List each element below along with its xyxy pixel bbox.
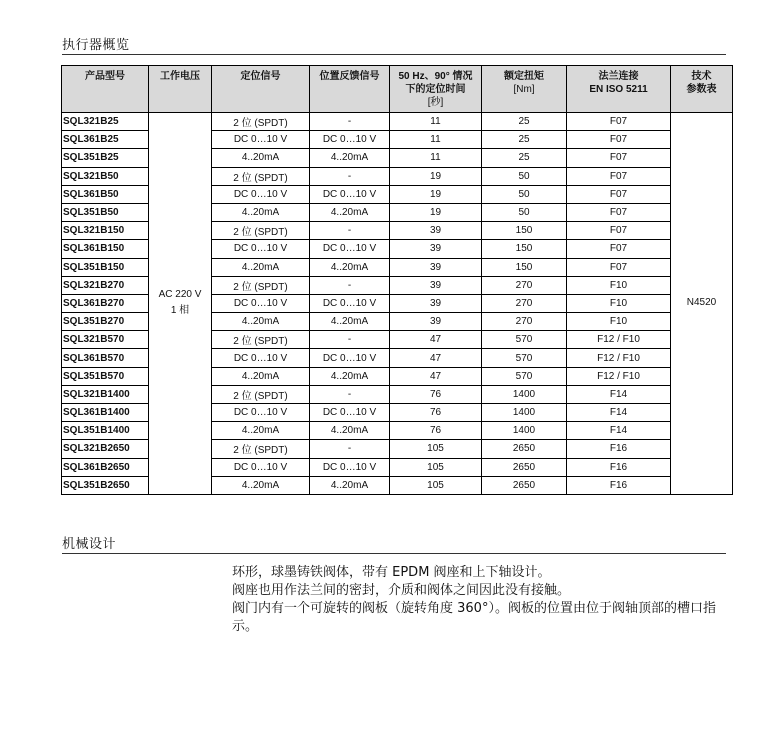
cell-model: SQL321B570 [62,331,149,349]
cell-model: SQL351B270 [62,313,149,331]
cell-model: SQL361B50 [62,185,149,203]
cell-flange: F07 [567,258,671,276]
cell-positioning-signal: 2 位 (SPDT) [212,440,310,458]
cell-positioning-time: 39 [390,258,482,276]
cell-flange: F07 [567,131,671,149]
cell-positioning-signal: 4..20mA [212,313,310,331]
cell-positioning-time: 76 [390,422,482,440]
cell-model: SQL351B2650 [62,476,149,494]
cell-feedback-signal: 4..20mA [310,258,390,276]
design-line-2: 阀座也用作法兰间的密封，介质和阀体之间因此没有接触。 [232,583,571,598]
cell-flange: F10 [567,294,671,312]
cell-feedback-signal: DC 0…10 V [310,404,390,422]
cell-model: SQL361B570 [62,349,149,367]
cell-rated-torque: 150 [482,240,567,258]
design-line-3: 阀门内有一个可旋转的阀板（旋转角度 360°）。阀板的位置由位于阀轴顶部的槽口指示。 [232,601,716,634]
cell-feedback-signal: 4..20mA [310,476,390,494]
cell-model: SQL351B570 [62,367,149,385]
cell-positioning-signal: 2 位 (SPDT) [212,167,310,185]
cell-positioning-time: 19 [390,203,482,221]
cell-positioning-time: 39 [390,240,482,258]
cell-datasheet: N4520 [671,113,733,495]
table-row [62,113,733,131]
cell-positioning-signal: 2 位 (SPDT) [212,276,310,294]
overview-section-title: 执行器概览 [62,38,130,53]
cell-positioning-time: 39 [390,294,482,312]
cell-positioning-signal: DC 0…10 V [212,349,310,367]
cell-model: SQL321B270 [62,276,149,294]
cell-feedback-signal: - [310,222,390,240]
cell-positioning-signal: 2 位 (SPDT) [212,331,310,349]
header-model: 产品型号 [62,66,149,113]
cell-flange: F12 / F10 [567,331,671,349]
cell-positioning-time: 105 [390,440,482,458]
cell-flange: F12 / F10 [567,367,671,385]
cell-flange: F16 [567,440,671,458]
cell-rated-torque: 150 [482,222,567,240]
cell-flange: F07 [567,185,671,203]
cell-positioning-time: 19 [390,167,482,185]
design-description [232,564,732,636]
cell-feedback-signal: 4..20mA [310,422,390,440]
overview-divider [62,54,726,55]
cell-positioning-time: 11 [390,113,482,131]
cell-positioning-time: 105 [390,476,482,494]
cell-rated-torque: 25 [482,149,567,167]
cell-feedback-signal: 4..20mA [310,149,390,167]
cell-feedback-signal: DC 0…10 V [310,349,390,367]
header-rated-torque: 额定扭矩 [Nm] [482,66,567,113]
cell-feedback-signal: - [310,331,390,349]
cell-feedback-signal: - [310,385,390,403]
cell-feedback-signal: DC 0…10 V [310,131,390,149]
cell-flange: F07 [567,222,671,240]
cell-voltage [149,113,212,495]
cell-flange: F16 [567,476,671,494]
cell-model: SQL351B150 [62,258,149,276]
cell-model: SQL361B25 [62,131,149,149]
cell-rated-torque: 2650 [482,440,567,458]
cell-positioning-time: 76 [390,404,482,422]
cell-feedback-signal: DC 0…10 V [310,240,390,258]
cell-feedback-signal: DC 0…10 V [310,458,390,476]
cell-rated-torque: 1400 [482,404,567,422]
cell-positioning-time: 105 [390,458,482,476]
cell-positioning-signal: 4..20mA [212,149,310,167]
cell-rated-torque: 25 [482,131,567,149]
header-voltage: 工作电压 [149,66,212,113]
cell-positioning-time: 39 [390,276,482,294]
cell-rated-torque: 1400 [482,422,567,440]
cell-model: SQL351B1400 [62,422,149,440]
cell-model: SQL361B150 [62,240,149,258]
actuator-overview-table [61,65,733,495]
cell-rated-torque: 270 [482,294,567,312]
cell-positioning-time: 47 [390,331,482,349]
cell-positioning-time: 11 [390,149,482,167]
table-header-row [62,66,733,113]
voltage-value: AC 220 V [158,289,202,301]
cell-feedback-signal: 4..20mA [310,313,390,331]
cell-feedback-signal: DC 0…10 V [310,294,390,312]
cell-positioning-time: 19 [390,185,482,203]
cell-positioning-signal: 4..20mA [212,258,310,276]
cell-flange: F14 [567,404,671,422]
cell-flange: F12 / F10 [567,349,671,367]
cell-feedback-signal: - [310,276,390,294]
cell-flange: F10 [567,313,671,331]
cell-feedback-signal: 4..20mA [310,367,390,385]
cell-positioning-time: 47 [390,367,482,385]
cell-positioning-time: 39 [390,222,482,240]
cell-feedback-signal: - [310,440,390,458]
cell-positioning-time: 76 [390,385,482,403]
cell-positioning-signal: DC 0…10 V [212,404,310,422]
cell-rated-torque: 50 [482,203,567,221]
cell-model: SQL361B270 [62,294,149,312]
design-divider [62,553,726,554]
cell-feedback-signal: DC 0…10 V [310,185,390,203]
cell-positioning-time: 47 [390,349,482,367]
cell-flange: F07 [567,113,671,131]
voltage-phase: 1 相 [170,305,190,317]
header-positioning-time: 50 Hz、90° 情况 下的定位时间 [秒] [390,66,482,113]
cell-rated-torque: 570 [482,349,567,367]
header-feedback-signal: 位置反馈信号 [310,66,390,113]
cell-model: SQL361B2650 [62,458,149,476]
cell-positioning-signal: DC 0…10 V [212,185,310,203]
cell-model: SQL351B25 [62,149,149,167]
cell-flange: F14 [567,385,671,403]
cell-model: SQL321B1400 [62,385,149,403]
cell-positioning-signal: 2 位 (SPDT) [212,222,310,240]
cell-positioning-signal: 2 位 (SPDT) [212,113,310,131]
cell-positioning-signal: 2 位 (SPDT) [212,385,310,403]
cell-rated-torque: 1400 [482,385,567,403]
cell-flange: F10 [567,276,671,294]
cell-feedback-signal: - [310,167,390,185]
cell-positioning-signal: DC 0…10 V [212,458,310,476]
cell-rated-torque: 50 [482,167,567,185]
cell-positioning-time: 11 [390,131,482,149]
cell-rated-torque: 570 [482,367,567,385]
cell-flange: F16 [567,458,671,476]
cell-model: SQL321B2650 [62,440,149,458]
cell-rated-torque: 50 [482,185,567,203]
cell-model: SQL321B50 [62,167,149,185]
header-positioning-signal: 定位信号 [212,66,310,113]
cell-flange: F07 [567,203,671,221]
cell-positioning-signal: 4..20mA [212,476,310,494]
cell-rated-torque: 150 [482,258,567,276]
cell-model: SQL321B25 [62,113,149,131]
cell-model: SQL361B1400 [62,404,149,422]
cell-flange: F07 [567,240,671,258]
header-flange: 法兰连接 EN ISO 5211 [567,66,671,113]
cell-flange: F07 [567,149,671,167]
header-datasheet: 技术 参数表 [671,66,733,113]
cell-feedback-signal: - [310,113,390,131]
cell-model: SQL321B150 [62,222,149,240]
cell-rated-torque: 570 [482,331,567,349]
cell-positioning-signal: DC 0…10 V [212,131,310,149]
cell-flange: F14 [567,422,671,440]
cell-rated-torque: 2650 [482,458,567,476]
cell-positioning-signal: 4..20mA [212,203,310,221]
cell-feedback-signal: 4..20mA [310,203,390,221]
cell-rated-torque: 270 [482,276,567,294]
cell-positioning-signal: DC 0…10 V [212,294,310,312]
cell-positioning-signal: 4..20mA [212,422,310,440]
cell-rated-torque: 2650 [482,476,567,494]
cell-positioning-signal: DC 0…10 V [212,240,310,258]
table-body [62,113,733,495]
design-section-title: 机械设计 [62,537,117,552]
design-line-1: 环形，球墨铸铁阀体，带有 EPDM 阀座和上下轴设计。 [232,565,551,580]
cell-rated-torque: 270 [482,313,567,331]
cell-flange: F07 [567,167,671,185]
cell-rated-torque: 25 [482,113,567,131]
cell-model: SQL351B50 [62,203,149,221]
cell-positioning-time: 39 [390,313,482,331]
cell-positioning-signal: 4..20mA [212,367,310,385]
